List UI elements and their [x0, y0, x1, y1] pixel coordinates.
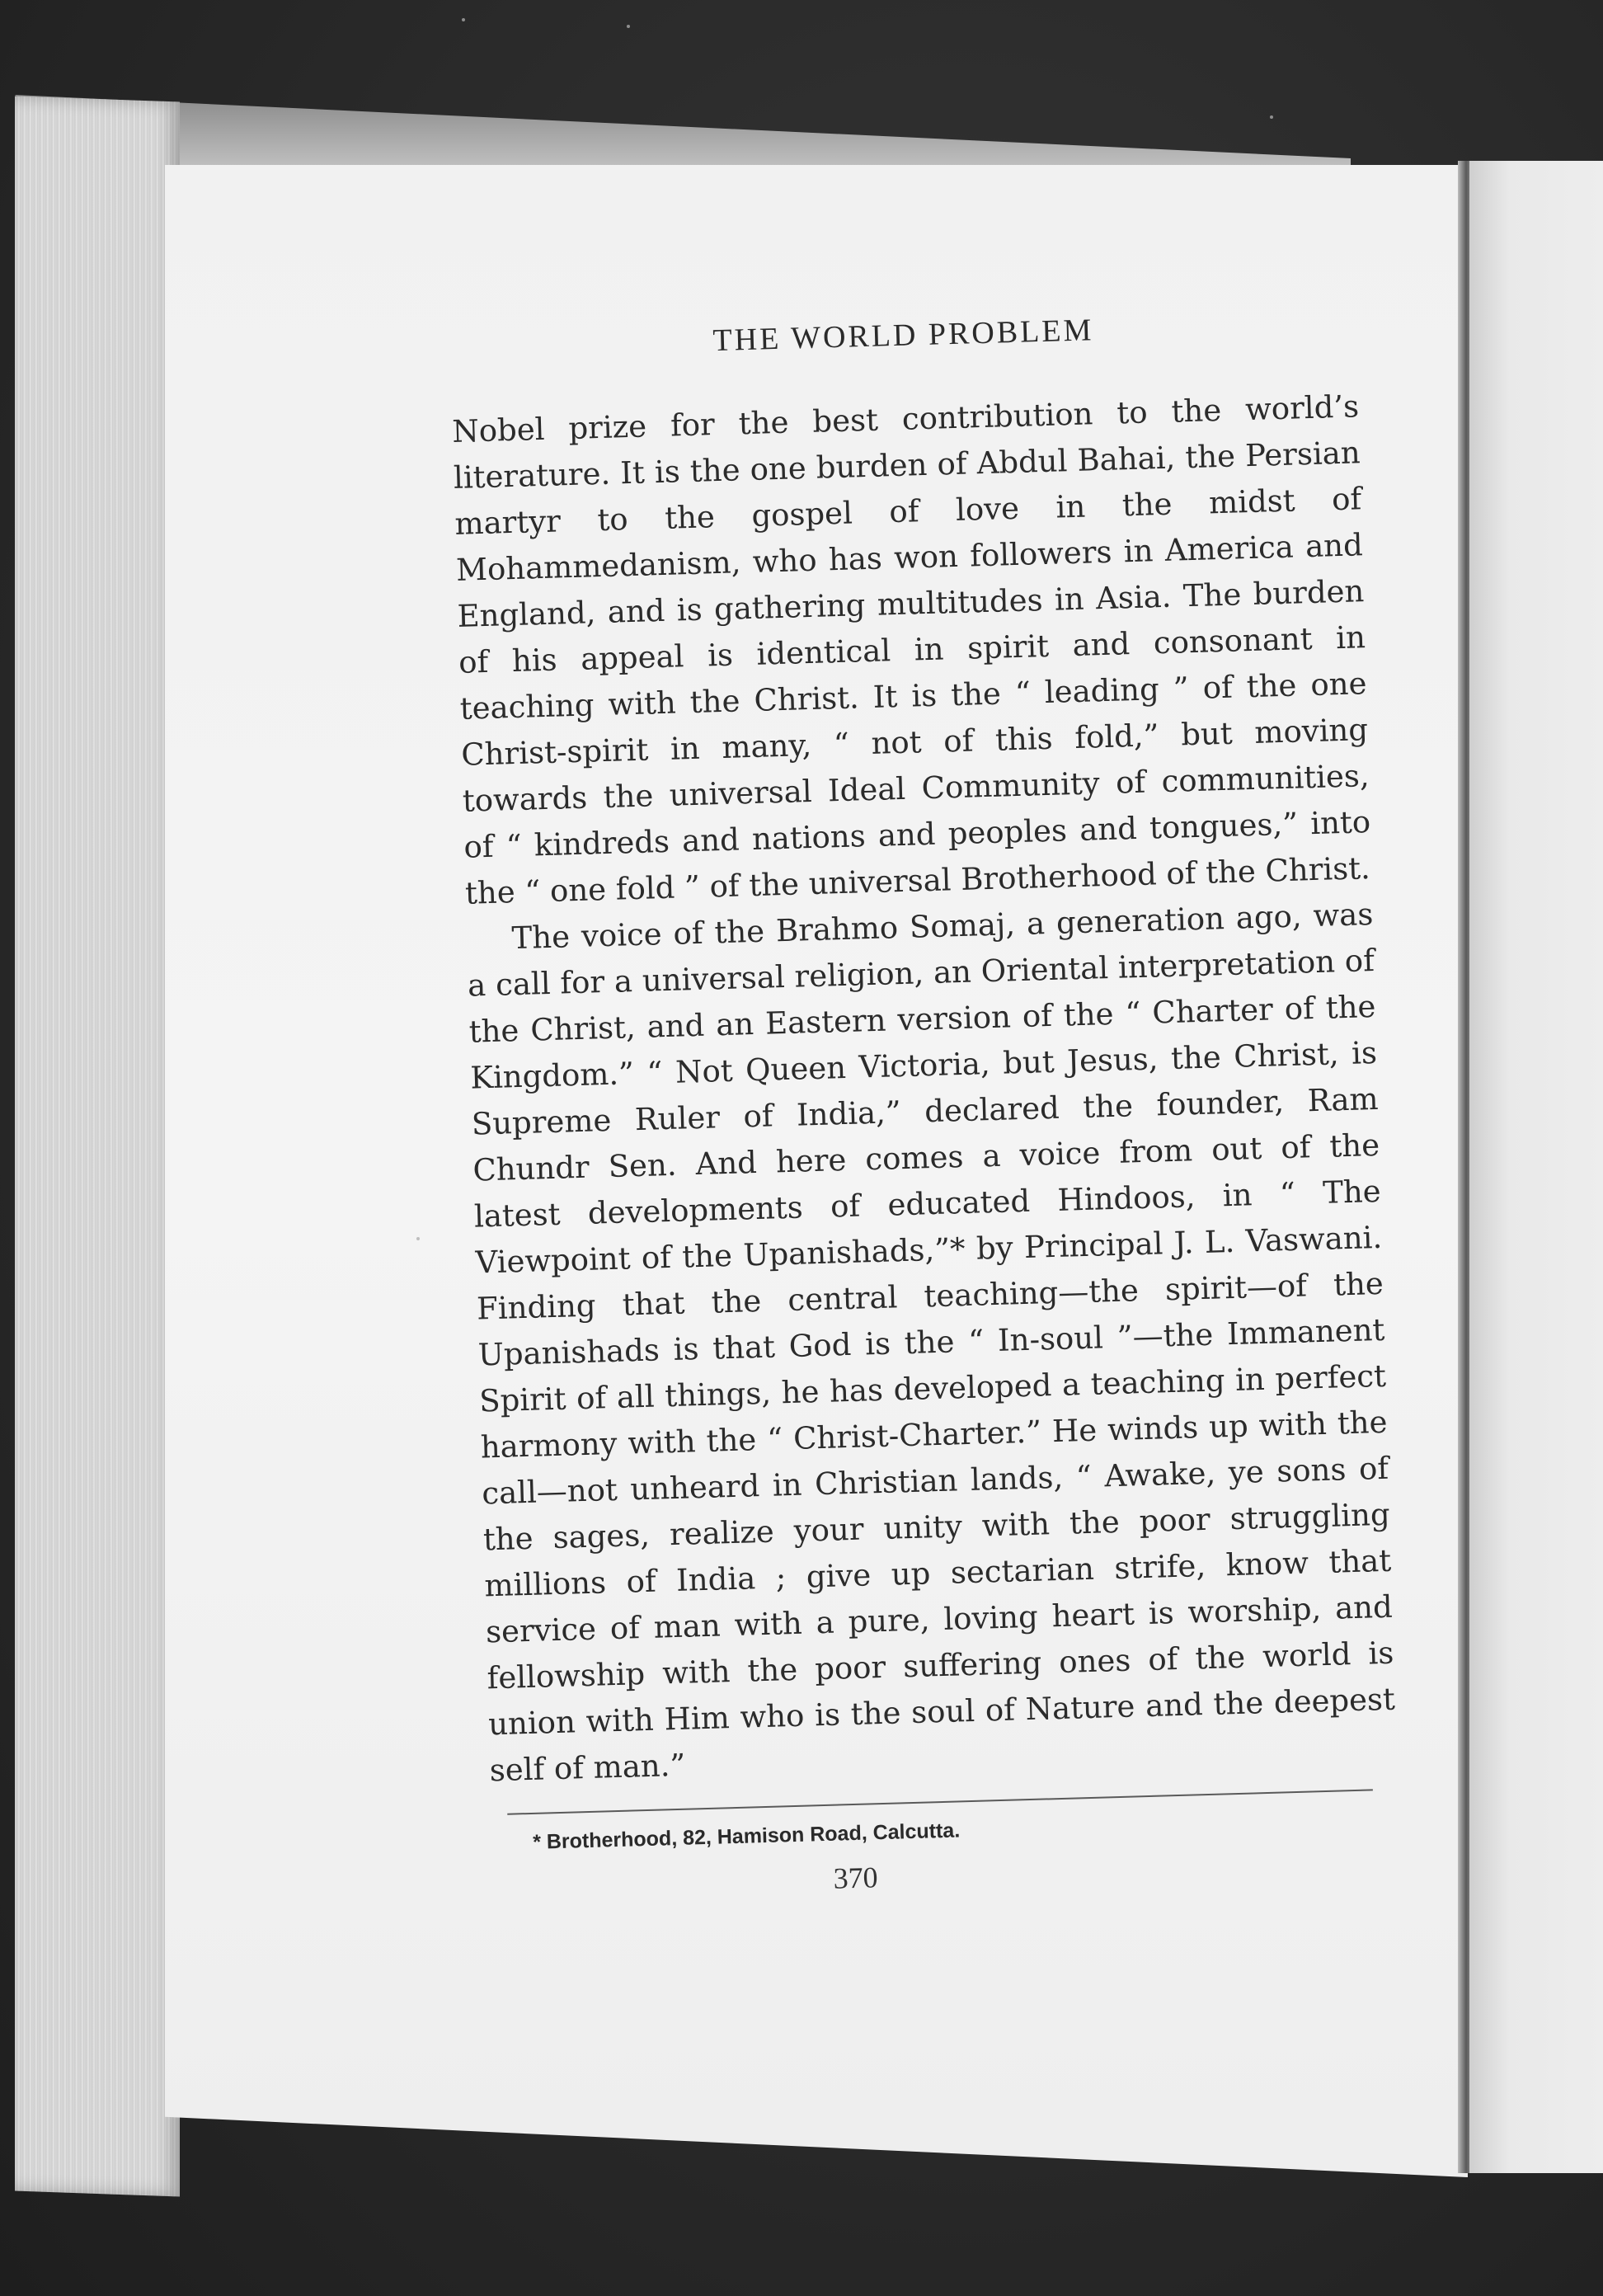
- dust-speck: [416, 1237, 420, 1240]
- dust-speck: [627, 25, 630, 28]
- body-text: [452, 383, 1397, 1794]
- dust-speck: [462, 18, 465, 21]
- page-number: 370: [833, 1861, 879, 1895]
- library-stamp-mark: [51, 808, 84, 1435]
- dust-speck: [1270, 115, 1273, 119]
- facing-page: [1469, 161, 1603, 2173]
- footnote: * Brotherhood, 82, Hamison Road, Calcutta.: [532, 1818, 961, 1854]
- running-head: THE WORLD PROBLEM: [712, 313, 1094, 359]
- page-content: [449, 304, 1400, 1905]
- book-page-edges: [15, 96, 180, 2197]
- paragraph-2: The voice of the Brahmo Somaj, a generation ago, was a call for a universal religion, an Oriental interpretation of the Christ, and an Eastern version of the “ Charter of the Kingdom.” “ Not Queen Victoria, but Jesus, the Christ, is Supreme Ruler of India,” declared the founder, Ram Chundr Sen. And here comes a voice from out of the latest developments of educated Hindoos, in “ The Viewpoint of the Upanishads,”* by Principal J. L. Vaswani. Finding that the central teaching—the spirit—of the Upanishads is that God is the “ In-soul ”—the Immanent Spirit of all things, he has developed a teaching in perfect harmony with the “ Christ-Charter.” He winds up with the call—not unheard in Christian lands, “ Awake, ye sons of the sages, realize your unity with the poor struggling millions of India ; give up sectarian strife, know that service of man with a pure, loving heart is worship, and fellowship with the poor suffering ones of the world is union with Him who is the soul of Nature and the deepest self of man.”: [467, 896, 1396, 1789]
- paragraph-1: Nobel prize for the best contribution to the world’s literature. It is the one burden of Abdul Bahai, the Persian martyr to the gospel of love in the midst of Mohammedanism, who has won followers in America and England, and is gathering multitudes in Asia. The burden of his appeal is identical in spirit and consonant in teaching with the Christ. It is the “ leading ” of the one Christ-spirit in many, “ not of this fold,” but moving towards the universal Ideal Community of communities, of “ kindreds and nations and peoples and tongues,” into the “ one fold ” of the universal Brotherhood of the Christ.: [451, 388, 1371, 911]
